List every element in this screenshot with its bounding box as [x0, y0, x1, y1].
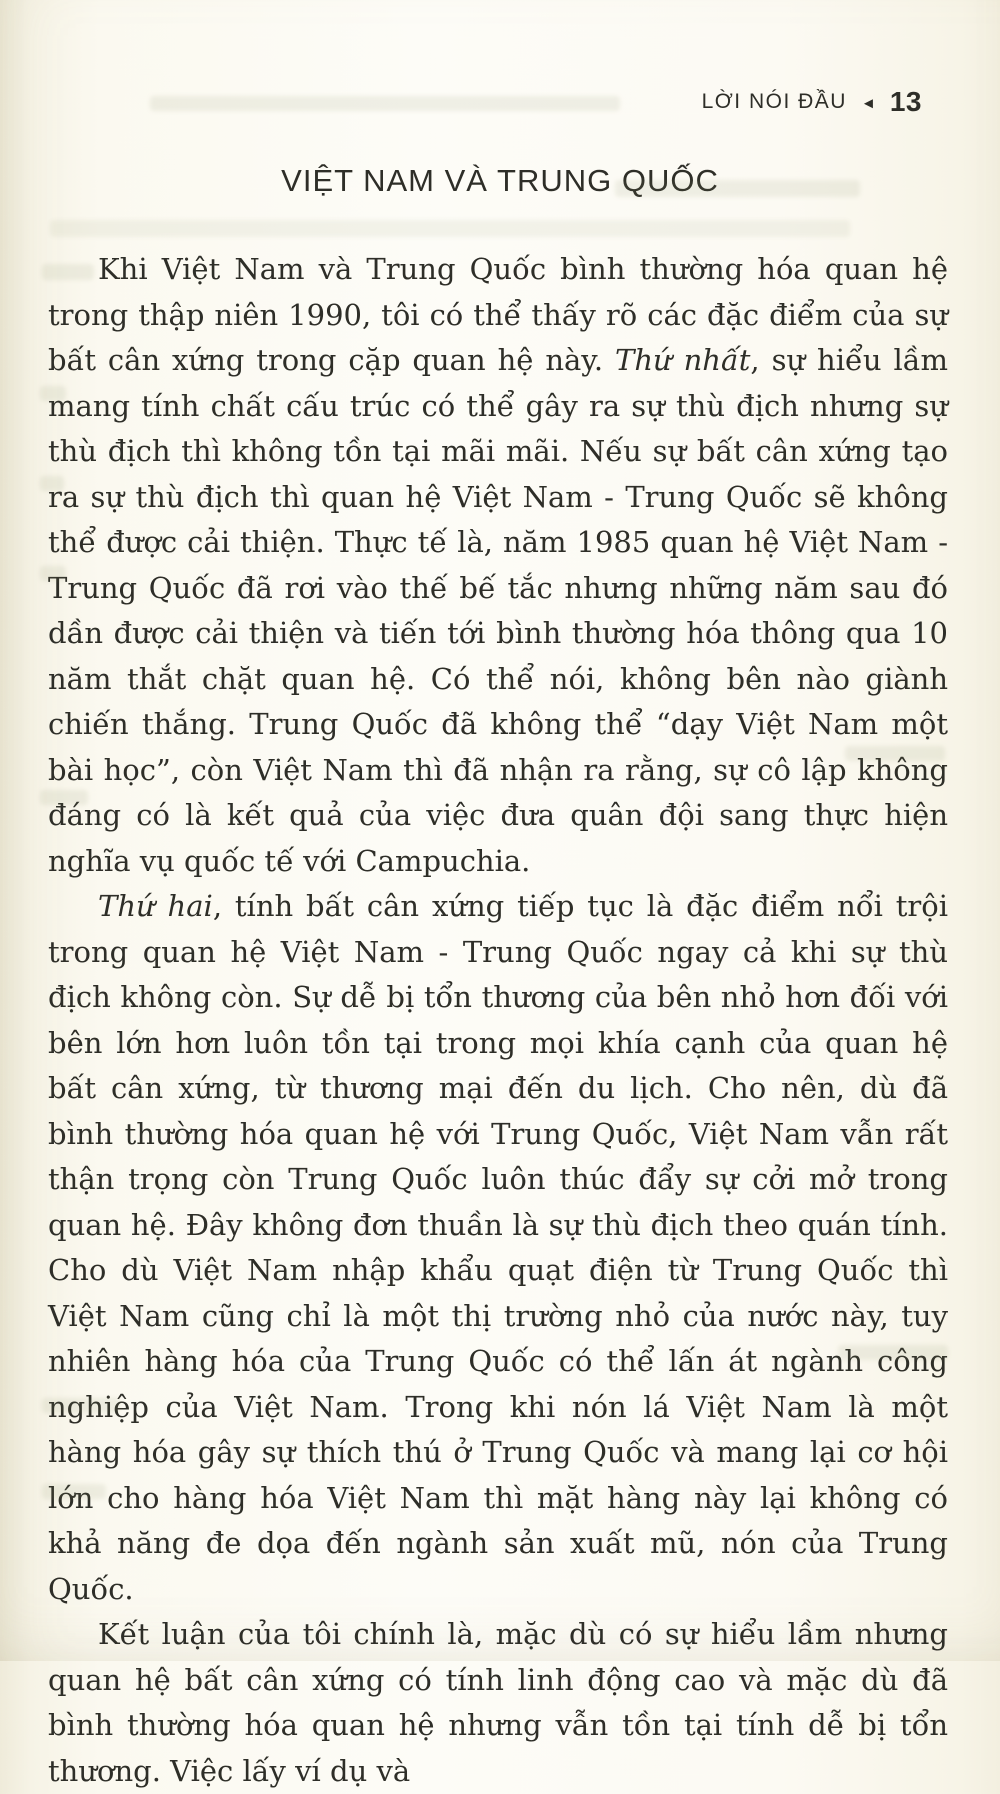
text-segment: , tính bất cân xứng tiếp tục là đặc điểm nổi trội trong quan hệ Việt Nam - Trung Quốc ngay cả khi sự thù địch không còn. Sự dễ bị tổn thương của bên nhỏ hơn đối với bên lớn hơn luôn tồn tại trong mọi khía cạnh của quan hệ bất cân xứng, từ thương mại đến du lịch. Cho nên, dù đã bình thường hóa quan hệ với Trung Quốc, Việt Nam vẫn rất thận trọng còn Trung Quốc luôn thúc đẩy sự cởi mở trong quan hệ. Đây không đơn thuần là sự thù địch theo quán tính. Cho dù Việt Nam nhập khẩu quạt điện từ Trung Quốc thì Việt Nam cũng chỉ là một thị trường nhỏ của nước này, tuy nhiên hàng hóa của Trung Quốc có thể lấn át ngành công nghiệp của Việt Nam. Trong khi nón lá Việt Nam là một hàng hóa gây sự thích thú ở Trung Quốc và mang lại cơ hội lớn cho hàng hóa Việt Nam thì mặt hàng này lại không có khả năng đe dọa đến ngành sản xuất mũ, nón của Trung Quốc.	[48, 889, 948, 1606]
paragraph	[48, 884, 948, 1612]
italic-phrase: Thứ hai	[98, 889, 213, 923]
left-triangle-icon: ◄	[860, 94, 876, 112]
paragraph	[48, 247, 948, 884]
italic-phrase: Thứ nhất	[615, 343, 751, 377]
page-number: 13	[889, 86, 922, 117]
page-header	[702, 86, 922, 118]
section-label: LỜI NÓI ĐẦU	[701, 90, 847, 113]
bleedthrough-artifact	[50, 220, 850, 237]
text-segment: , sự hiểu lầm mang tính chất cấu trúc có thể gây ra sự thù địch nhưng sự thù địch thì không tồn tại mãi mãi. Nếu sự bất cân xứng tạo ra sự thù địch thì quan hệ Việt Nam - Trung Quốc sẽ không thể được cải thiện. Thực tế là, năm 1985 quan hệ Việt Nam - Trung Quốc đã rơi vào thế bế tắc nhưng những năm sau đó dần được cải thiện và tiến tới bình thường hóa thông qua 10 năm thắt chặt quan hệ. Có thể nói, không bên nào giành chiến thắng. Trung Quốc đã không thể “dạy Việt Nam một bài học”, còn Việt Nam thì đã nhận ra rằng, sự cô lập không đáng có là kết quả của việc đưa quân đội sang thực hiện nghĩa vụ quốc tế với Campuchia.	[48, 343, 949, 878]
text-segment: Khi Việt Nam và Trung Quốc bình thường hóa quan hệ trong thập niên 1990, tôi có thể thấy rõ các đặc điểm của sự bất cân xứng trong cặp quan hệ này.	[48, 252, 948, 377]
body-text	[48, 247, 948, 1794]
bleedthrough-artifact	[150, 96, 620, 111]
text-segment: Kết luận của tôi chính là, mặc dù có sự hiểu lầm nhưng quan hệ bất cân xứng có tính linh động cao và mặc dù đã bình thường hóa quan hệ nhưng vẫn tồn tại tính dễ bị tổn thương. Việc lấy ví dụ và	[48, 1617, 948, 1788]
chapter-title: VIỆT NAM VÀ TRUNG QUỐC	[281, 163, 719, 198]
paragraph	[48, 1612, 948, 1794]
